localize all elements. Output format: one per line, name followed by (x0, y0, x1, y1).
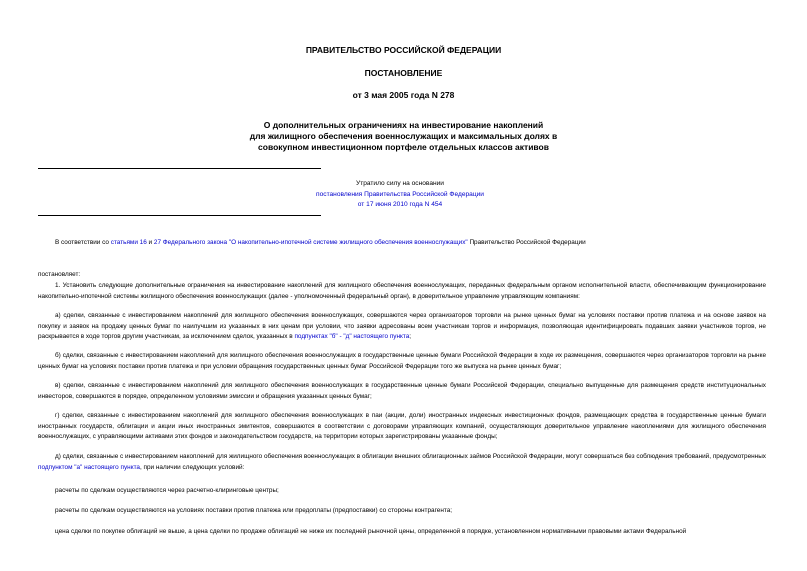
issuing-authority: ПРАВИТЕЛЬСТВО РОССИЙСКОЙ ФЕДЕРАЦИИ (305, 45, 502, 55)
subclauses-b-d-link[interactable]: подпунктах "б" - "д" настоящего пункта (294, 333, 410, 340)
divider-top (38, 168, 321, 169)
subject-line: для жилищного обеспечения военнослужащих и максимальных долях в (249, 131, 558, 141)
subclause-v: в) сделки, связанные с инвестированием накоплений для жилищного обеспечения военнослужащих в государственные ценные бумаги Российской Федерации, специально выпущенные для размещения средств институциональных инвесторов, совершаются в порядке, определенном условиями эмиссии и обращения указанных ценных бумаг; (38, 382, 766, 400)
decrees-word: постановляет: (38, 271, 81, 278)
federal-law-link[interactable]: 27 Федерального закона "О накопительно-ипотечной системе жилищного обеспечения военнослужащих" (153, 239, 468, 246)
subclause-d: д) сделки, связанные с инвестированием накоплений для жилищного обеспечения военнослужащих в облигации внешних облигационных займов Российской Федерации, могут совершаться без соблюдения требований, предусмотренных подпунктом "а" настоящего пункта, при наличии следующих условий: (38, 453, 766, 471)
status-note-text: Утратило силу на основании (356, 180, 444, 187)
document-type: ПОСТАНОВЛЕНИЕ (364, 68, 443, 78)
repeal-decree-link[interactable]: постановления Правительства Российской Федерации (316, 190, 484, 198)
repeal-decree-date-link[interactable]: от 17 июня 2010 года N 454 (357, 201, 443, 208)
preamble: В соответствии со статьями 16 и 27 Федерального закона "О накопительно-ипотечной системе жилищного обеспечения военнослужащих" Правительство Российской Федерации (55, 239, 586, 246)
condition-price: цена сделки по покупке облигаций не выше, а цена сделки по продаже облигаций не ниже их последней рыночной цены, определенной в порядке, установленном нормативными правовыми актами Федеральной (55, 528, 687, 535)
condition-delivery: расчеты по сделкам осуществляются на условиях поставки против платежа или предоплаты (предпоставки) со стороны контрагента; (55, 507, 453, 514)
subclause-g: г) сделки, связанные с инвестированием накоплений для жилищного обеспечения военнослужащих в паи (акции, доли) иностранных индексных инвестиционных фондов, размещающих средства в государственные ценные бумаги иностранных государств, облигации и акции иных иностранных эмитентов, совершаются в соответствии с договорами управляющих компаний, осуществляющих доверительное управление накоплениями для жилищного обеспечения военнослужащих, с управляющими активами этих фондов и законодательством государств, на территории которых зарегистрированы указанные фонды; (38, 412, 766, 440)
subclause-a: а) сделки, связанные с инвестированием накоплений для жилищного обеспечения военнослужащих, совершаются через организаторов торговли на рынке ценных бумаг на условиях поставки против платежа и на основе заявок на покупку и заявок на продажу ценных бумаг по наилучшим из указанных в них ценам при условии, что заявки адресованы всем участникам торгов и информация, позволяющая идентифицировать подавших заявки участников торгов, не раскрывается в ходе торгов другим участникам, за исключением сделок, указанных в подпунктах "б" - "д" настоящего пункта; (38, 312, 766, 340)
document-date-number: от 3 мая 2005 года N 278 (352, 90, 455, 100)
document-subject (0, 120, 807, 153)
law-articles-link[interactable]: статьями 16 (110, 239, 147, 246)
subject-line: совокупном инвестиционном портфеле отдельных классов активов (258, 142, 549, 152)
condition-clearing: расчеты по сделкам осуществляются через расчетно-клиринговые центры; (55, 487, 279, 494)
subject-line: О дополнительных ограничениях на инвестирование накоплений (263, 120, 544, 130)
clause-1: 1. Установить следующие дополнительные ограничения на инвестирование накоплений для жилищного обеспечения военнослужащих, переданных федеральным органом исполнительной власти, обеспечивающим функционирование накопительно-ипотечной системы жилищного обеспечения военнослужащих (далее - уполномоченный федеральный орган), в доверительное управление управляющим компаниям: (38, 282, 766, 300)
subclause-b: б) сделки, связанные с инвестированием накоплений для жилищного обеспечения военнослужащих в государственные ценные бумаги Российской Федерации в ходе их размещения, совершаются через организаторов торговли на рынке ценных бумаг на условиях поставки против платежа и при условии обращения государственных ценных бумаг Российской Федерации того же выпуска на рынке ценных бумаг; (38, 352, 766, 370)
status-note (300, 179, 500, 211)
subclause-a-link[interactable]: подпунктом "а" настоящего пункта (38, 463, 140, 471)
divider-bottom (38, 215, 321, 216)
